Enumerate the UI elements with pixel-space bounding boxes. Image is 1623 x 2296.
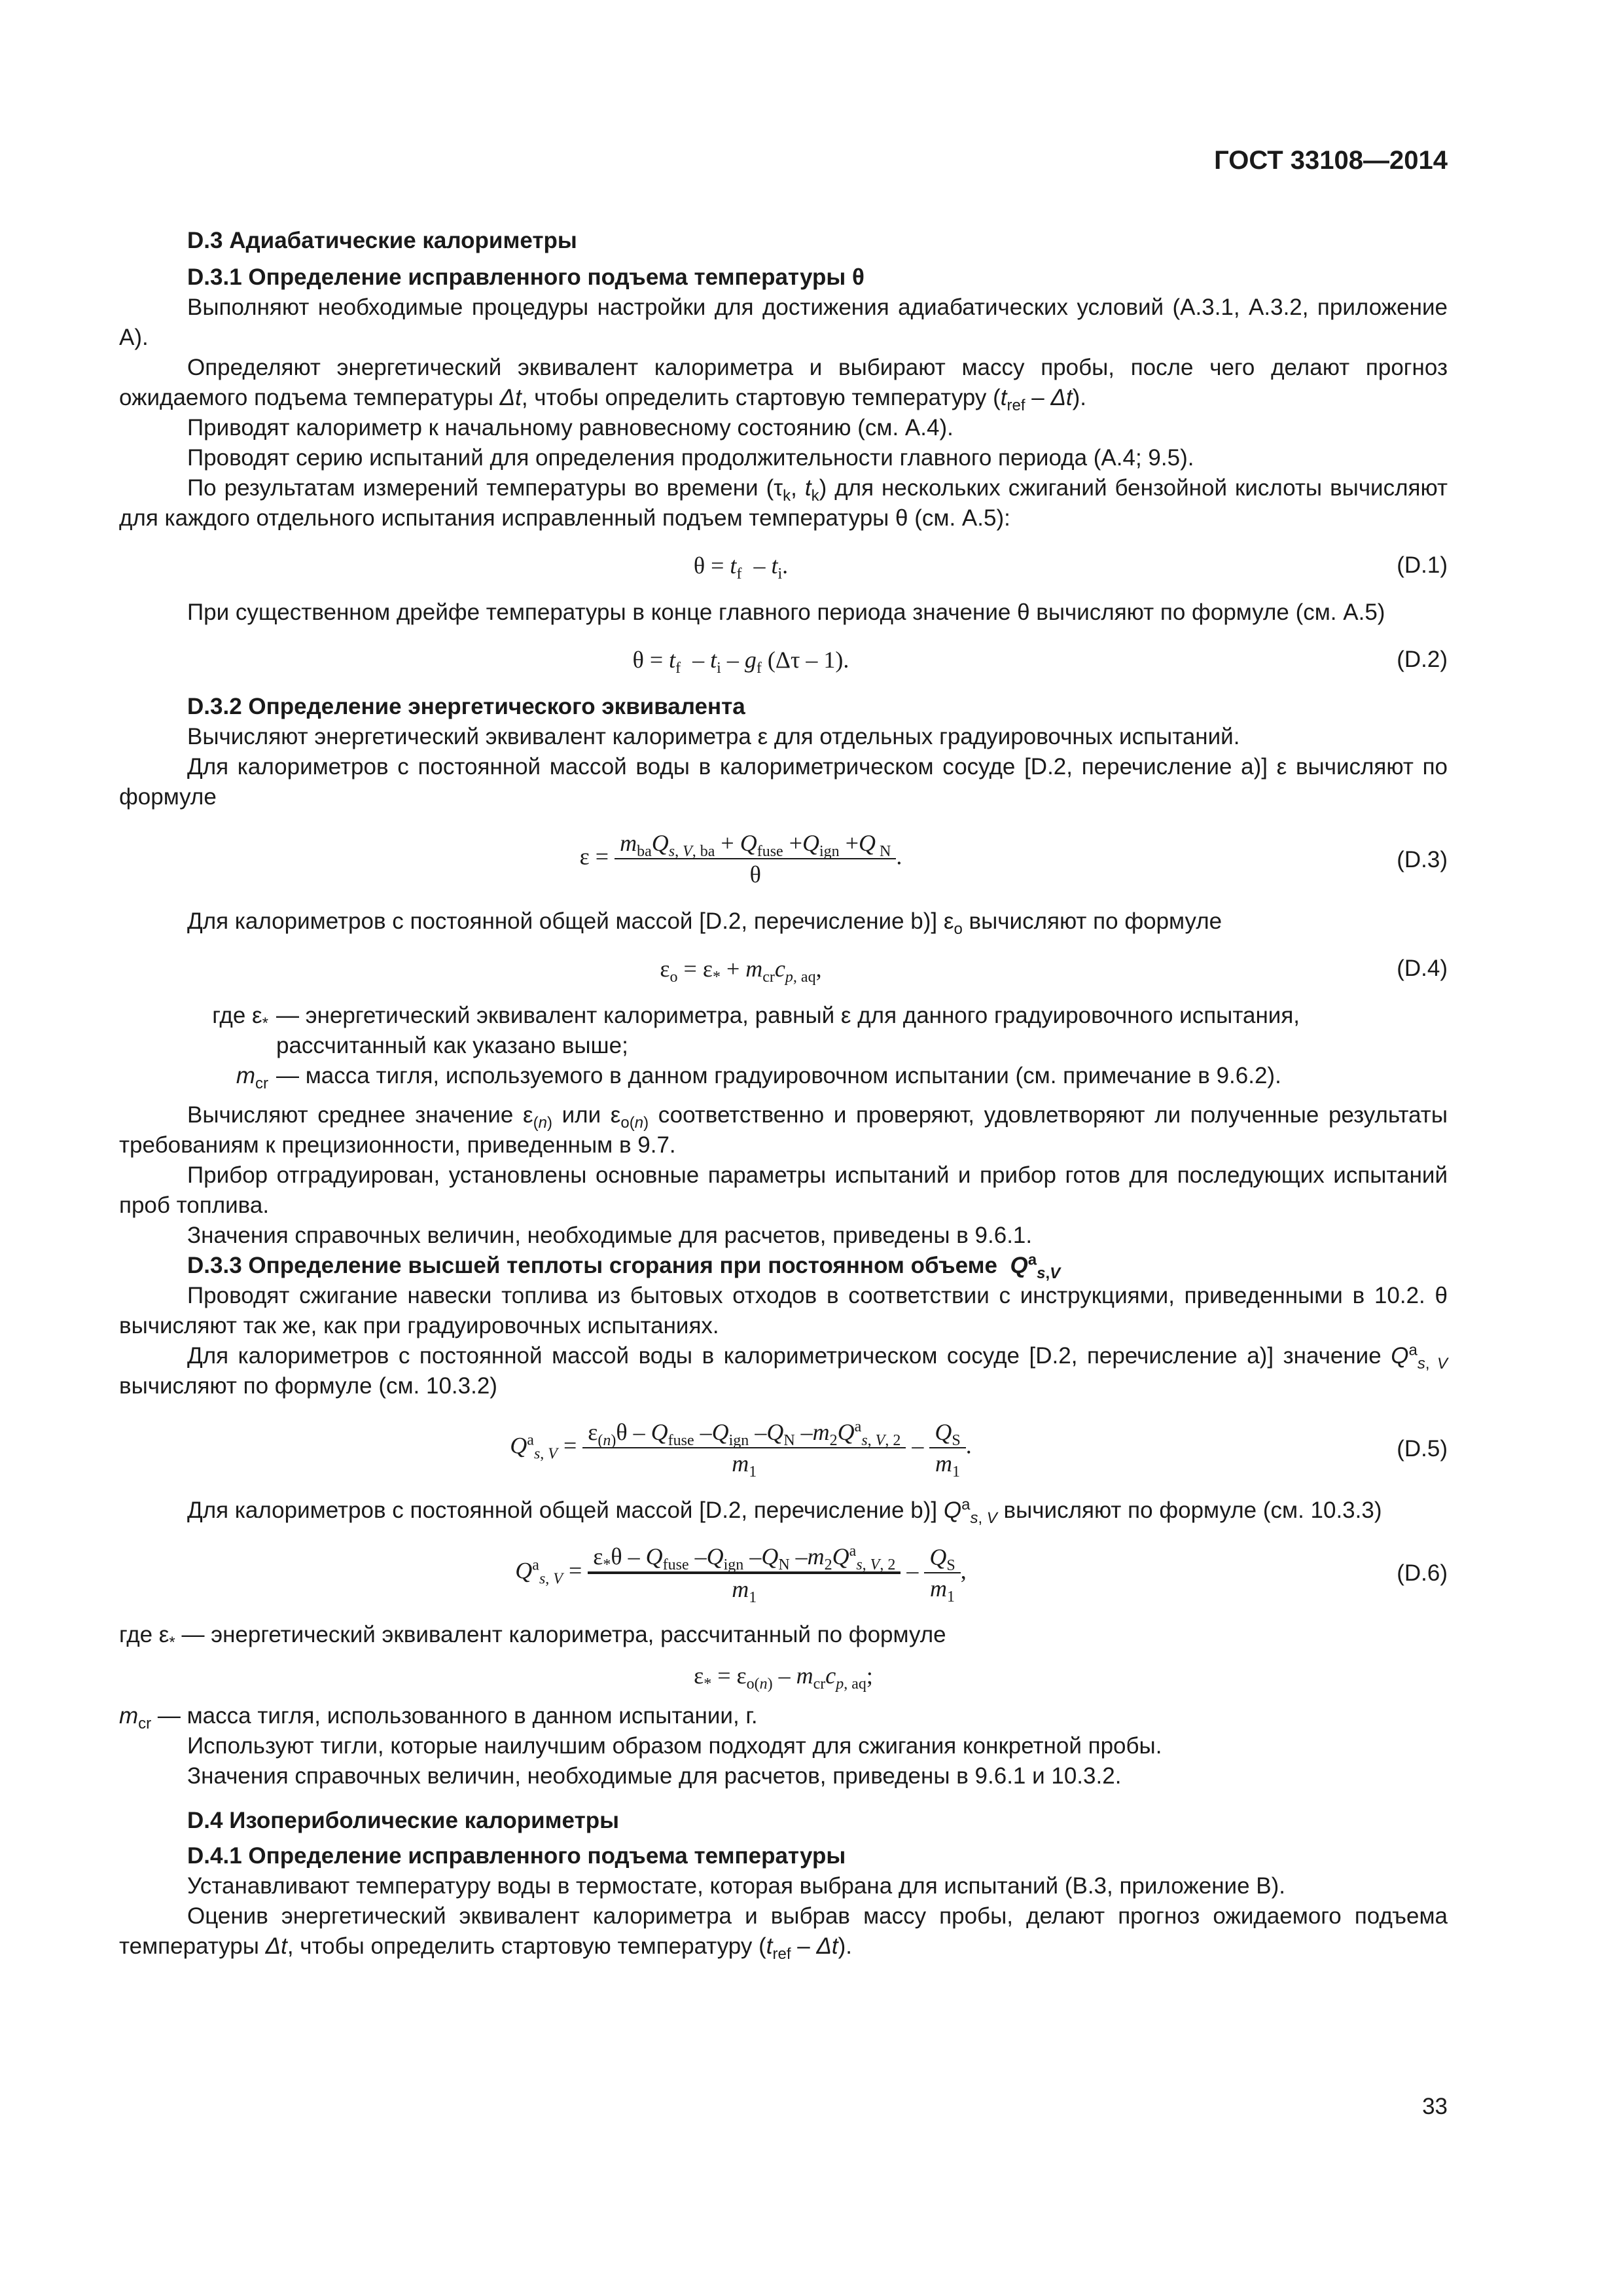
paragraph: При существенном дрейфе температуры в конце главного периода значение θ вычисляют по формуле (см. А.5) xyxy=(187,600,1385,625)
formula-d2-expression: $\theta = t_f - t_i - g_f$ (Δτ – 1). xyxy=(632,647,849,677)
paragraph: Прибор отградуирован, установлены основные параметры испытаний и прибор готов для последующих испытаний проб топлива. xyxy=(119,1162,1448,1218)
paragraph: Значения справочных величин, необходимые для расчетов, приведены в 9.6.1 и 10.3.2. xyxy=(187,1763,1122,1789)
section-heading-d33: D.3.3 Определение высшей теплоты сгорания при постоянном объеме $Q^a_{s,V}$ xyxy=(187,1251,1061,1282)
formula-d5-number: (D.5) xyxy=(1397,1436,1448,1462)
paragraph: По результатам измерений температуры во времени ($\tau_k$, $t_k$) для нескольких сжиганий бензойной кислоты вычисляют для каждого отдельного испытания исправленный подъем температуры θ (см. А.5): xyxy=(119,475,1448,531)
definition-line: где $\varepsilon_*$ — энергетический эквивалент калориметра, рассчитанный по формуле xyxy=(119,1622,946,1651)
formula-d6 xyxy=(119,1539,1448,1607)
formula-d2-number: (D.2) xyxy=(1397,647,1448,672)
formula-epsilon-star-expression: $\varepsilon_* = \varepsilon_{o(n)} - m_{cr}c_{p, aq}$; xyxy=(694,1662,873,1693)
paragraph: Проводят серию испытаний для определения продолжительности главного периода (А.4; 9.5). xyxy=(187,445,1194,471)
paragraph: Для калориметров с постоянной общей массой [D.2, перечисление b)] $Q^a_{s, V}$ вычисляют по формуле (см. 10.3.3) xyxy=(187,1496,1382,1527)
formula-d4-expression: $\varepsilon_o = \varepsilon_* + m_{cr}c_{p, aq}$, xyxy=(660,956,822,986)
formula-epsilon-star xyxy=(119,1657,1448,1695)
paragraph: Устанавливают температуру воды в термостате, которая выбрана для испытаний (В.3, приложение В). xyxy=(187,1873,1285,1899)
page-content xyxy=(119,226,1448,1962)
paragraph: Приводят калориметр к начальному равновесному состоянию (см. А.4). xyxy=(187,415,954,440)
formula-d1 xyxy=(119,547,1448,584)
standard-header: ГОСТ 33108—2014 xyxy=(1214,146,1448,175)
definition-term: $m_{cr}$ xyxy=(236,1063,268,1092)
formula-d6-expression: $Q^a_{s, V}$ = $\frac{\varepsilon_*\theta - Q_{fuse} -Q_{ign} -Q_N -m_2Q^a_{s, V, 2}}{m_1}$ – $\frac{Q_S}{m_1}$ , xyxy=(515,1543,967,1607)
paragraph: Для калориметров с постоянной общей массой [D.2, перечисление b)] $\varepsilon_o$ вычисляют по формуле xyxy=(187,908,1222,938)
definition-text: — масса тигля, используемого в данном градуировочном испытании (см. примечание в 9.6.2). xyxy=(276,1063,1281,1088)
paragraph: Проводят сжигание навески топлива из бытовых отходов в соответствии с инструкциями, приведенными в 10.2. θ вычисляют так же, как при градуировочных испытаниях. xyxy=(119,1283,1448,1338)
formula-d3 xyxy=(119,825,1448,893)
section-heading-d32: D.3.2 Определение энергетического эквивалента xyxy=(187,694,745,719)
paragraph: Для калориметров с постоянной массой воды в калориметрическом сосуде [D.2, перечисление а)] значение $Q^a_{s, V}$ вычисляют по формуле (см. 10.3.2) xyxy=(119,1341,1448,1399)
paragraph: Используют тигли, которые наилучшим образом подходят для сжигания конкретной пробы. xyxy=(187,1733,1162,1759)
paragraph: Оценив энергетический эквивалент калориметра и выбрав массу пробы, делают прогноз ожидаемого подъема температуры Δt, чтобы определить стартовую температуру $(t_{ref} - \Delta t)$. xyxy=(119,1903,1448,1963)
definition-term: где $\varepsilon_*$ xyxy=(212,1003,268,1032)
formula-d3-number: (D.3) xyxy=(1397,847,1448,872)
formula-d6-number: (D.6) xyxy=(1397,1560,1448,1586)
page-number: 33 xyxy=(1422,2094,1448,2119)
formula-d3-expression: ε = $\frac{m_{ba}Q_{s, V, ba} + Q_{fuse} +Q_{ign} +Q _N}{\theta}$ . xyxy=(579,830,902,888)
paragraph: Для калориметров с постоянной массой воды в калориметрическом сосуде [D.2, перечисление а)] ε вычисляют по формуле xyxy=(119,754,1448,810)
formula-d4-number: (D.4) xyxy=(1397,956,1448,981)
paragraph: Определяют энергетический эквивалент калориметра и выбирают массу пробы, после чего делают прогноз ожидаемого подъема температуры Δt, чтобы определить стартовую температуру $(t_{ref} - \Delta t)$. xyxy=(119,355,1448,414)
formula-d5 xyxy=(119,1414,1448,1482)
formula-d5-expression: $Q^a_{s, V}$ = $\frac{\varepsilon_{(n)}\theta - Q_{fuse} -Q_{ign} -Q_N -m_2Q^a_{s, V, 2}}{m_1}$ – $\frac{Q_S}{m_1}$ . xyxy=(510,1418,972,1481)
formula-d1-number: (D.1) xyxy=(1397,552,1448,578)
formula-d1-expression: $\theta = t_f - t_i$. xyxy=(693,552,789,583)
section-heading-d3: D.3 Адиабатические калориметры xyxy=(187,228,577,253)
section-heading-d4: D.4 Изопериболические калориметры xyxy=(187,1808,619,1833)
formula-d4 xyxy=(119,950,1448,988)
definition-text: — энергетический эквивалент калориметра, равный ε для данного градуировочного испытания, рассчитанный как указано выше; xyxy=(276,1003,1300,1058)
definition-line: $m_{cr}$ — масса тигля, использованного в данном испытании, г. xyxy=(119,1703,758,1732)
definition-list xyxy=(119,1001,1448,1091)
formula-d2 xyxy=(119,641,1448,679)
paragraph: Вычисляют энергетический эквивалент калориметра ε для отдельных градуировочных испытаний. xyxy=(187,724,1240,749)
paragraph: Значения справочных величин, необходимые для расчетов, приведены в 9.6.1. xyxy=(187,1223,1033,1248)
paragraph: Выполняют необходимые процедуры настройки для достижения адиабатических условий (А.3.1, А.3.2, приложение А). xyxy=(119,295,1448,350)
paragraph: Вычисляют среднее значение $\varepsilon_{(n)}$ или $\varepsilon_{o(n)}$ соответственно и проверяют, удовлетворяют ли полученные результаты требованиям к прецизионности, приведенным в 9.7. xyxy=(119,1102,1448,1158)
section-heading-d41: D.4.1 Определение исправленного подъема температуры xyxy=(187,1843,846,1869)
section-heading-d31: D.3.1 Определение исправленного подъема температуры θ xyxy=(187,264,865,290)
